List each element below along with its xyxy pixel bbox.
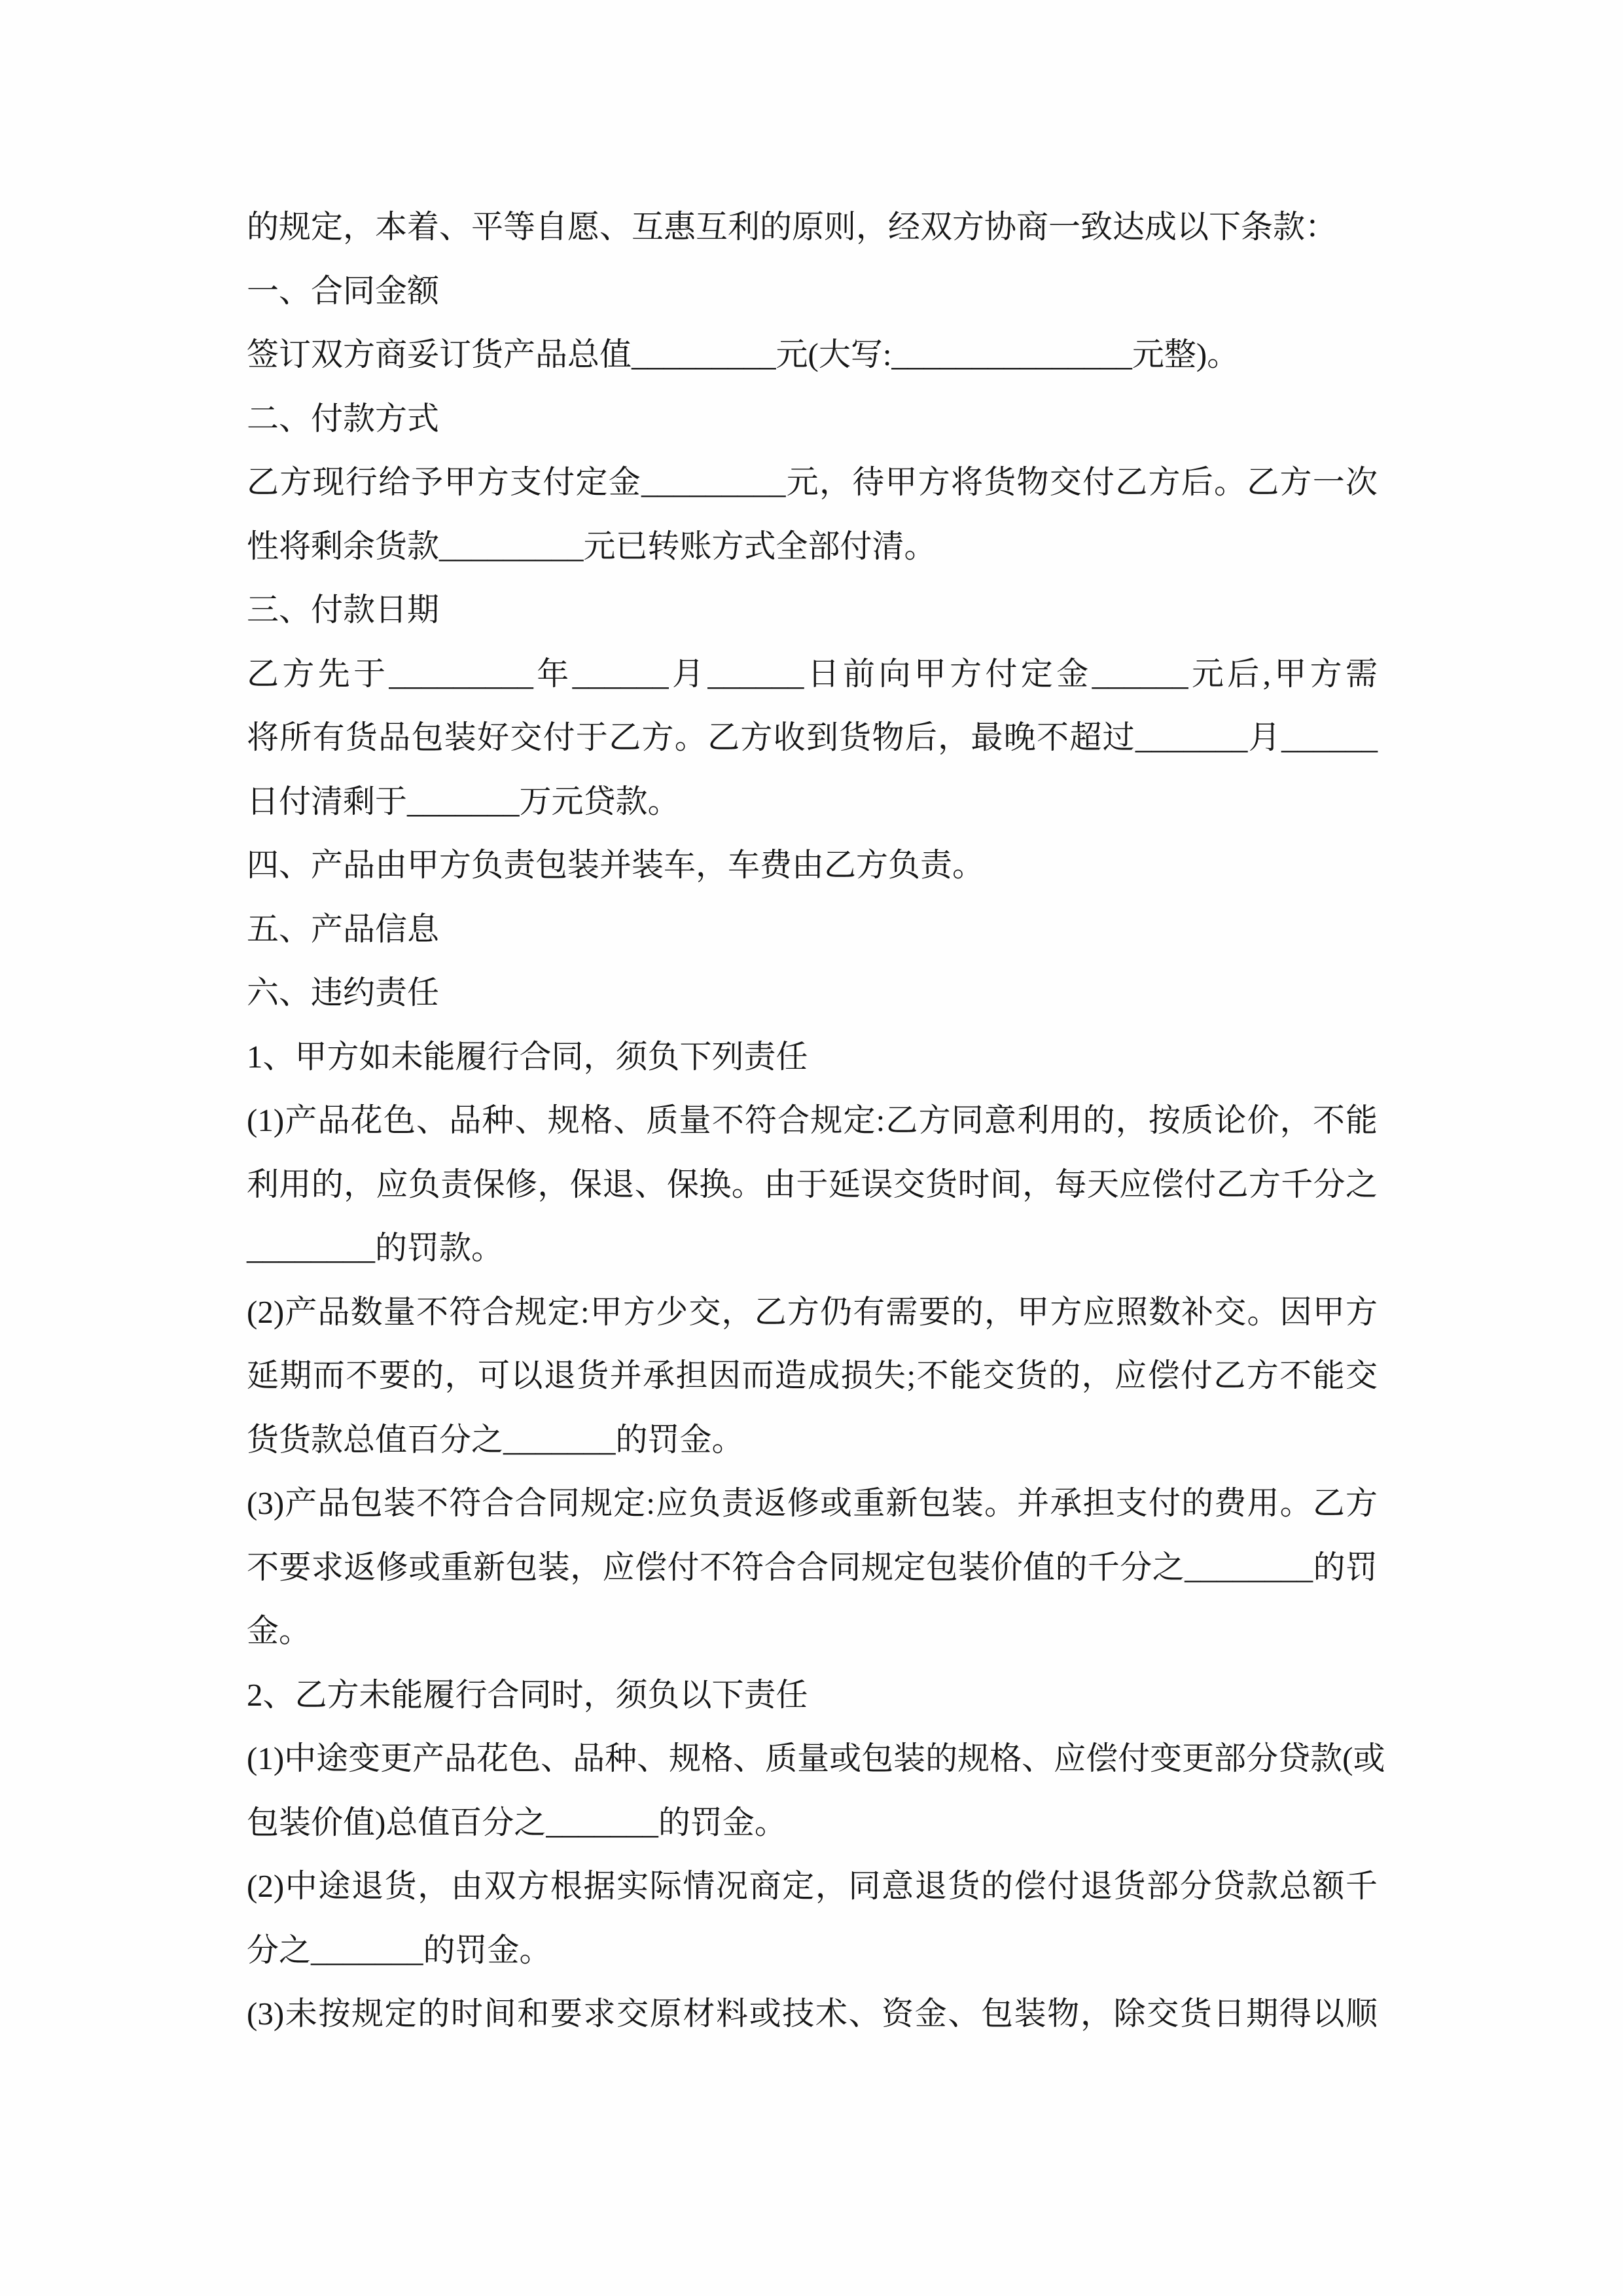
text-line: 1、甲方如未能履行合同，须负下列责任 [247, 1038, 808, 1075]
text-line: 乙方现行给予甲方支付定金_________元，待甲方将货物交付乙方后。乙方一次 [247, 464, 1378, 500]
text-line: 性将剩余货款_________元已转账方式全部付清。 [247, 528, 936, 564]
text-line: (2)中途退货，由双方根据实际情况商定，同意退货的偿付退货部分贷款总额千 [247, 1868, 1378, 1904]
text-line: 的规定，本着、平等自愿、互惠互利的原则，经双方协商一致达成以下条款： [247, 209, 1338, 245]
text-line: 三、付款日期 [247, 592, 440, 628]
text-line: 货货款总值百分之_______的罚金。 [247, 1421, 744, 1458]
text-line: (1)产品花色、品种、规格、质量不符合规定:乙方同意利用的，按质论价，不能 [247, 1102, 1378, 1138]
text-line: 二、付款方式 [247, 400, 440, 437]
text-line: (3)未按规定的时间和要求交原材料或技术、资金、包装物，除交货日期得以顺 [247, 1996, 1378, 2032]
text-line: 签订双方商妥订货产品总值_________元(大写:_______________元整)。 [247, 336, 1240, 372]
text-line: 六、违约责任 [247, 975, 440, 1011]
text-line: 2、乙方未能履行合同时，须负以下责任 [247, 1676, 808, 1713]
text-line: 利用的，应负责保修，保退、保换。由于延误交货时间，每天应偿付乙方千分之 [247, 1166, 1378, 1202]
text-line: 分之_______的罚金。 [247, 1931, 552, 1968]
text-line: 包装价值)总值百分之_______的罚金。 [247, 1804, 787, 1840]
text-line: 将所有货品包装好交付于乙方。乙方收到货物后，最晚不超过_______月______ [247, 719, 1378, 755]
document-body [247, 195, 1385, 2046]
text-line: (2)产品数量不符合规定:甲方少交，乙方仍有需要的，甲方应照数补交。因甲方 [247, 1293, 1378, 1330]
text-line: (1)中途变更产品花色、品种、规格、质量或包装的规格、应偿付变更部分贷款(或 [247, 1740, 1385, 1776]
text-line: 四、产品由甲方负责包装并装车，车费由乙方负责。 [247, 847, 985, 883]
text-line: 日付清剩于_______万元贷款。 [247, 783, 680, 819]
text-line: ________的罚款。 [247, 1230, 504, 1266]
text-line: 五、产品信息 [247, 910, 440, 947]
text-line: 一、合同金额 [247, 272, 440, 309]
text-line: 不要求返修或重新包装，应偿付不符合合同规定包装价值的千分之________的罚 [247, 1549, 1378, 1585]
text-line: (3)产品包装不符合合同规定:应负责返修或重新包装。并承担支付的费用。乙方 [247, 1485, 1378, 1521]
text-line: 金。 [247, 1613, 312, 1649]
text-line: 延期而不要的，可以退货并承担因而造成损失;不能交货的，应偿付乙方不能交 [247, 1357, 1378, 1393]
text-line: 乙方先于_________年______月______日前向甲方付定金______元后,甲方需 [247, 655, 1378, 692]
